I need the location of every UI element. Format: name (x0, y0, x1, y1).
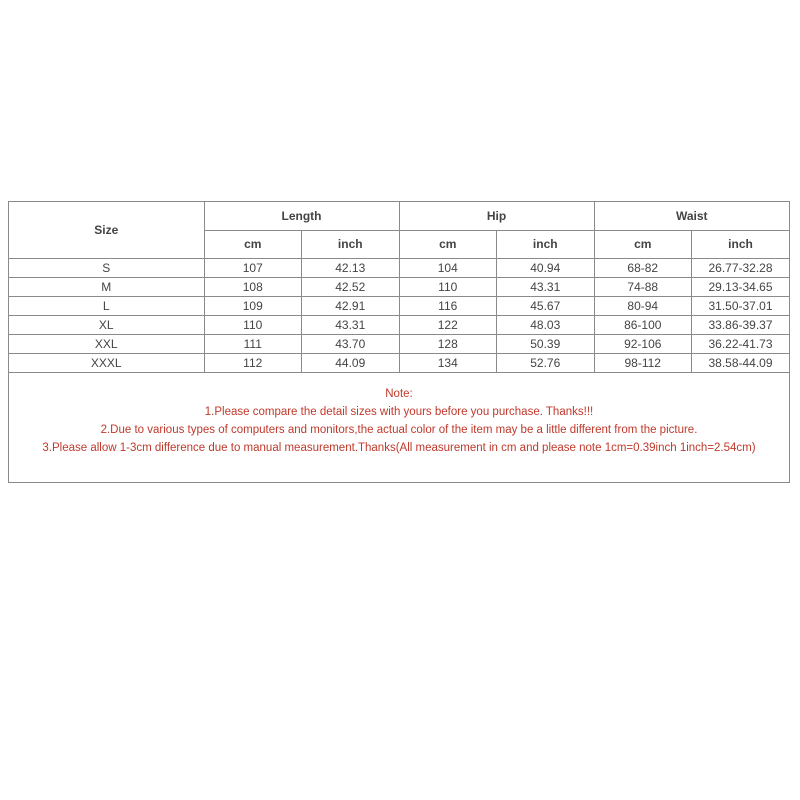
size-chart-frame (8, 201, 790, 483)
table-cell: 134 (399, 353, 497, 372)
table-cell: 45.67 (497, 296, 595, 315)
note-line-3: 3.Please allow 1-3cm difference due to manual measurement.Thanks(All measurement in cm and please note 1cm=0.39inch 1inch=2.54cm) (42, 441, 756, 454)
size-header: Size (9, 202, 204, 258)
table-cell: 33.86-39.37 (692, 315, 790, 334)
unit-header: inch (497, 230, 595, 258)
size-cell: M (9, 277, 204, 296)
table-cell: 128 (399, 334, 497, 353)
table-cell: 80-94 (594, 296, 692, 315)
table-row (9, 315, 789, 334)
hip-header: Hip (399, 202, 594, 230)
unit-header: inch (302, 230, 400, 258)
table-cell: 29.13-34.65 (692, 277, 790, 296)
table-cell: 108 (204, 277, 302, 296)
table-cell: 44.09 (302, 353, 400, 372)
size-cell: XXXL (9, 353, 204, 372)
notes-section (9, 373, 789, 457)
table-cell: 86-100 (594, 315, 692, 334)
size-cell: L (9, 296, 204, 315)
unit-header: cm (594, 230, 692, 258)
table-row (9, 258, 789, 277)
table-cell: 42.91 (302, 296, 400, 315)
note-title: Note: (385, 387, 413, 400)
table-cell: 98-112 (594, 353, 692, 372)
size-cell: XXL (9, 334, 204, 353)
table-cell: 43.31 (497, 277, 595, 296)
table-cell: 116 (399, 296, 497, 315)
header-row-groups (9, 202, 789, 230)
note-line-1: 1.Please compare the detail sizes with yours before you purchase. Thanks!!! (204, 405, 594, 418)
table-cell: 104 (399, 258, 497, 277)
table-row (9, 296, 789, 315)
table-cell: 31.50-37.01 (692, 296, 790, 315)
table-cell: 43.70 (302, 334, 400, 353)
table-cell: 38.58-44.09 (692, 353, 790, 372)
unit-header: cm (204, 230, 302, 258)
table-cell: 48.03 (497, 315, 595, 334)
table-cell: 122 (399, 315, 497, 334)
table-cell: 92-106 (594, 334, 692, 353)
unit-header: inch (692, 230, 790, 258)
table-cell: 74-88 (594, 277, 692, 296)
table-cell: 50.39 (497, 334, 595, 353)
table-row (9, 353, 789, 372)
table-cell: 112 (204, 353, 302, 372)
table-cell: 42.52 (302, 277, 400, 296)
table-row (9, 277, 789, 296)
table-cell: 52.76 (497, 353, 595, 372)
table-cell: 40.94 (497, 258, 595, 277)
table-cell: 111 (204, 334, 302, 353)
table-cell: 43.31 (302, 315, 400, 334)
table-cell: 109 (204, 296, 302, 315)
table-cell: 42.13 (302, 258, 400, 277)
unit-header: cm (399, 230, 497, 258)
note-line-2: 2.Due to various types of computers and monitors,the actual color of the item may be a little different from the picture. (100, 423, 698, 436)
table-cell: 107 (204, 258, 302, 277)
table-cell: 68-82 (594, 258, 692, 277)
size-cell: XL (9, 315, 204, 334)
waist-header: Waist (594, 202, 789, 230)
table-cell: 26.77-32.28 (692, 258, 790, 277)
table-row (9, 334, 789, 353)
table-cell: 110 (399, 277, 497, 296)
length-header: Length (204, 202, 399, 230)
table-cell: 110 (204, 315, 302, 334)
size-chart-table (9, 202, 789, 373)
table-cell: 36.22-41.73 (692, 334, 790, 353)
size-cell: S (9, 258, 204, 277)
